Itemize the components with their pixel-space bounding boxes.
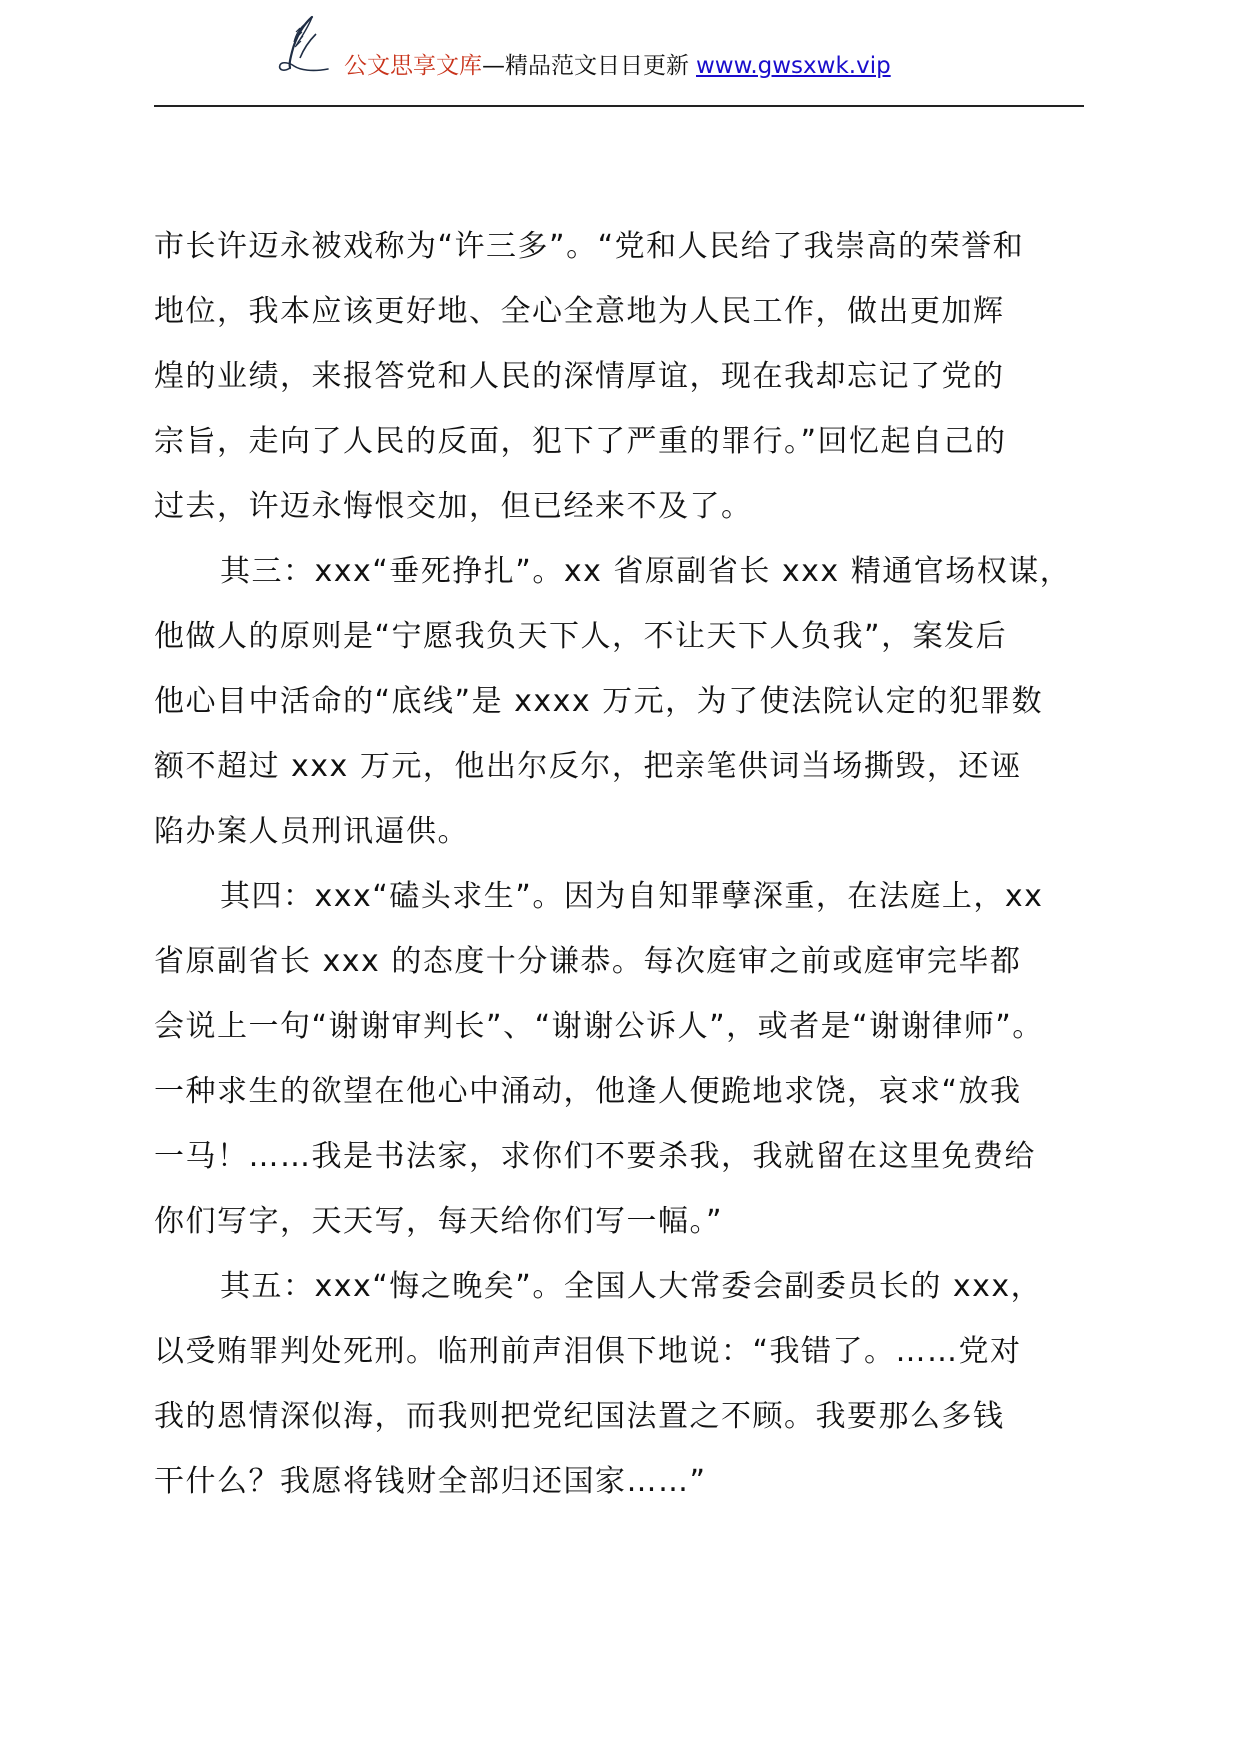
document-body <box>154 214 1114 1514</box>
text-line: 额不超过 xxx 万元，他出尔反尔，把亲笔供词当场撕毁，还诬 <box>154 749 1022 784</box>
text-line: 省原副省长 xxx 的态度十分谦恭。每次庭审之前或庭审完毕都 <box>154 944 1022 979</box>
text-line: 煌的业绩，来报答党和人民的深情厚谊，现在我却忘记了党的 <box>154 359 1005 394</box>
text-line: 一种求生的欲望在他心中涌动，他逢人便跪地求饶，哀求“放我 <box>154 1074 1022 1109</box>
text-line: 会说上一句“谢谢审判长”、“谢谢公诉人”，或者是“谢谢律师”。 <box>154 1009 1044 1044</box>
text-line: 你们写字，天天写，每天给你们写一幅。” <box>154 1204 724 1239</box>
paragraph-start-line: 其四：xxx“磕头求生”。因为自知罪孽深重，在法庭上，xx <box>220 879 1044 914</box>
text-line: 过去，许迈永悔恨交加，但已经来不及了。 <box>154 489 753 524</box>
paragraph-start-line: 其三：xxx“垂死挣扎”。xx 省原副省长 xxx 精通官场权谋， <box>220 554 1072 589</box>
brand-name: 公文思享文库 <box>344 53 482 79</box>
text-line: 以受贿罪判处死刑。临刑前声泪俱下地说：“我错了。……党对 <box>154 1334 1022 1369</box>
text-line: 陷办案人员刑讯逼供。 <box>154 814 469 849</box>
text-line: 他心目中活命的“底线”是 xxxx 万元，为了使法院认定的犯罪数 <box>154 684 1044 719</box>
text-line: 一马！……我是书法家，求你们不要杀我，我就留在这里免费给 <box>154 1139 1036 1174</box>
text-line: 市长许迈永被戏称为“许三多”。“党和人民给了我崇高的荣誉和 <box>154 229 1025 264</box>
header-divider <box>154 105 1084 107</box>
header-banner <box>344 51 891 81</box>
paragraph-start-line: 其五：xxx“悔之晚矣”。全国人大常委会副委员长的 xxx， <box>220 1269 1043 1304</box>
text-line: 干什么？我愿将钱财全部归还国家……” <box>154 1464 707 1499</box>
text-line: 宗旨，走向了人民的反面，犯下了严重的罪行。”回忆起自己的 <box>154 424 1007 459</box>
text-line: 我的恩情深似海，而我则把党纪国法置之不顾。我要那么多钱 <box>154 1399 1005 1434</box>
text-line: 他做人的原则是“宁愿我负天下人，不让天下人负我”，案发后 <box>154 619 1008 654</box>
page-header <box>0 0 1240 100</box>
quill-pen-icon <box>272 14 340 76</box>
text-line: 地位，我本应该更好地、全心全意地为人民工作，做出更加辉 <box>154 294 1005 329</box>
website-link[interactable]: www.gwsxwk.vip <box>696 53 891 79</box>
tagline: —精品范文日日更新 <box>482 53 689 79</box>
